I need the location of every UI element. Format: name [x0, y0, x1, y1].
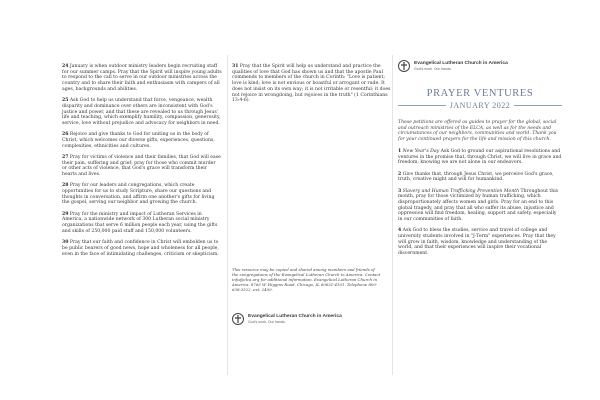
day-number: 31 — [232, 64, 239, 69]
cross-logo-icon — [398, 60, 410, 72]
prayer-text: January is when outdoor ministry leaders begin recruiting staff for our summer camps. Pray that the Spirit will inspire young adults to respond to the call to serve in our outdoor ministries across the country and to share their faith and enthusiasm with campers of all ages, backgrounds and abilities. — [62, 64, 222, 92]
prayer-entry — [62, 183, 222, 206]
observance-title: Slavery and Human Trafficking Prevention Month — [401, 188, 520, 194]
elca-logo-header — [398, 60, 562, 72]
org-name: Evangelical Lutheran Church in America — [414, 61, 508, 67]
column-three — [398, 60, 562, 262]
org-name: Evangelical Lutheran Church in America — [248, 314, 342, 320]
prayer-text: Ask God to bless the studies, service and travel of college and university students involved in "J-Term" experiences. Pray that they will grow in faith, wisdom, knowledge and understanding of the world, and that their experiences will inspire their vocational discernment. — [398, 228, 556, 257]
day-number: 27 — [62, 154, 69, 160]
day-number: 24 — [62, 64, 69, 69]
day-number: 4 — [398, 228, 402, 234]
prayer-text: Pray that our faith and confidence in Christ will embolden us to be public bearers of good news, hope and wholeness for all people, even in the face of intimidating challenges, criticism or skepticism. — [62, 240, 219, 257]
title-rule-left — [398, 105, 446, 106]
column-divider-right — [392, 55, 393, 375]
page-title: PRAYER VENTURES — [426, 88, 534, 99]
prayer-entry — [62, 64, 222, 93]
prayer-entry — [62, 155, 222, 178]
prayer-text: Pray for victims of violence and their families, that God will ease their pain, suffering and grief; pray for those who commit murder or other acts of violence, that God's grace will transform their hearts and lives. — [62, 154, 221, 178]
prayer-entry — [232, 64, 392, 104]
subtitle-row — [398, 101, 562, 110]
cross-logo-icon — [232, 313, 244, 325]
prayer-text: Pray that the Spirit will help us understand and practice the qualities of love that God has shown us and that the apostle Paul commends to members of the church in Corinth: "Love is patient; love is kind; love is not envious or boastful or arrogant or rude. It does not insist on its own way; it is not irritable or resentful; it does not rejoice in wrongdoing, but rejoices in the truth" (1 Corinthians 13:4-6). — [232, 64, 391, 104]
day-number: 26 — [62, 132, 69, 138]
prayer-text: Pray for the ministry and impact of Lutheran Services in America, a nationwide network of 300 Lutheran social ministry organizations that serve 6 million people each year, using the gifts and skills of 250,000 paid staff and 150,000 volunteers. — [62, 211, 218, 234]
prayer-entry — [398, 149, 562, 166]
org-tagline: God's work. Our hands. — [414, 66, 452, 71]
prayer-text: Throughout this month, pray for those victimized by human trafficking, which disproportionately affects women and girls. Pray for an end to this global tragedy, and pray that all who suffer its abuse, injustice and oppression will find freedom, healing, support and safety, especially in our communities of faith. — [398, 188, 559, 223]
prayer-entry — [398, 228, 562, 257]
day-number: 2 — [398, 171, 402, 177]
prayer-text: Pray for our leaders and congregations, which create opportunities for us to study Scripture, share our questions and thoughts in conversation, and affirm one another's gifts for living the gospel, serving our neighbor and growing the church. — [62, 183, 215, 206]
prayer-entry — [62, 132, 222, 149]
column-two — [232, 64, 392, 110]
day-number: 1 — [398, 148, 402, 154]
title-block — [398, 88, 562, 110]
elca-logo-footer — [232, 313, 342, 325]
title-rule-right — [514, 105, 562, 106]
day-number: 30 — [62, 240, 69, 246]
prayer-text: Rejoice and give thanks to God for uniting us in the body of Christ, which welcomes our diverse gifts, experiences, questions, complexities, ethnicities and cultures. — [62, 132, 215, 149]
intro-paragraph: These petitions are offered as guides to prayer for the global, social and outreach ministries of the ELCA, as well as for the needs and circumstances of our neighbors, communities and world. Thank you for your continued prayers for the life and mission of this church. — [398, 120, 557, 143]
day-number: 28 — [62, 183, 69, 189]
prayer-text: Give thanks that, through Jesus Christ, we perceive God's grace, truth, creative might and will for humankind. — [398, 171, 554, 183]
prayer-entry — [62, 240, 222, 257]
prayer-entry — [62, 98, 222, 127]
prayer-entry — [62, 212, 222, 235]
prayer-text: Ask God to ground our aspirational resolutions and ventures in the promise that, through Christ, we will live in grace and freedom, knowing we are not alone in our endeavors. — [398, 148, 562, 166]
prayer-text: Ask God to help us understand that force, vengeance, wealth disparity and dominance over others are inconsistent with God's justice and power, and that these are revealed to us through Jesus' life and teaching, which exemplify humility, compassion, generosity, service, love without prejudice and advocacy for neighbors in need. — [62, 98, 221, 126]
prayer-entry — [398, 172, 562, 183]
observance-title: New Year's Day — [401, 148, 440, 154]
column-divider-left — [227, 55, 228, 375]
org-tagline: God's work. Our hands. — [248, 319, 286, 324]
day-number: 29 — [62, 211, 69, 217]
day-number: 3 — [398, 188, 402, 194]
prayer-entry — [398, 189, 562, 223]
copyright-note: This resource may be copied and shared among members and friends of the congregations of the Evangelical Lutheran Church in America. Contact info@elca.org for additional information. Evangelical Lutheran Church in America, 8765 W. Higgins Road, Chicago, IL 60631-4101. Telephone 800-638-3522, ext. 2450. — [232, 267, 381, 292]
page-subtitle: JANUARY 2022 — [449, 101, 511, 110]
column-one — [62, 64, 222, 263]
day-number: 25 — [62, 98, 69, 104]
